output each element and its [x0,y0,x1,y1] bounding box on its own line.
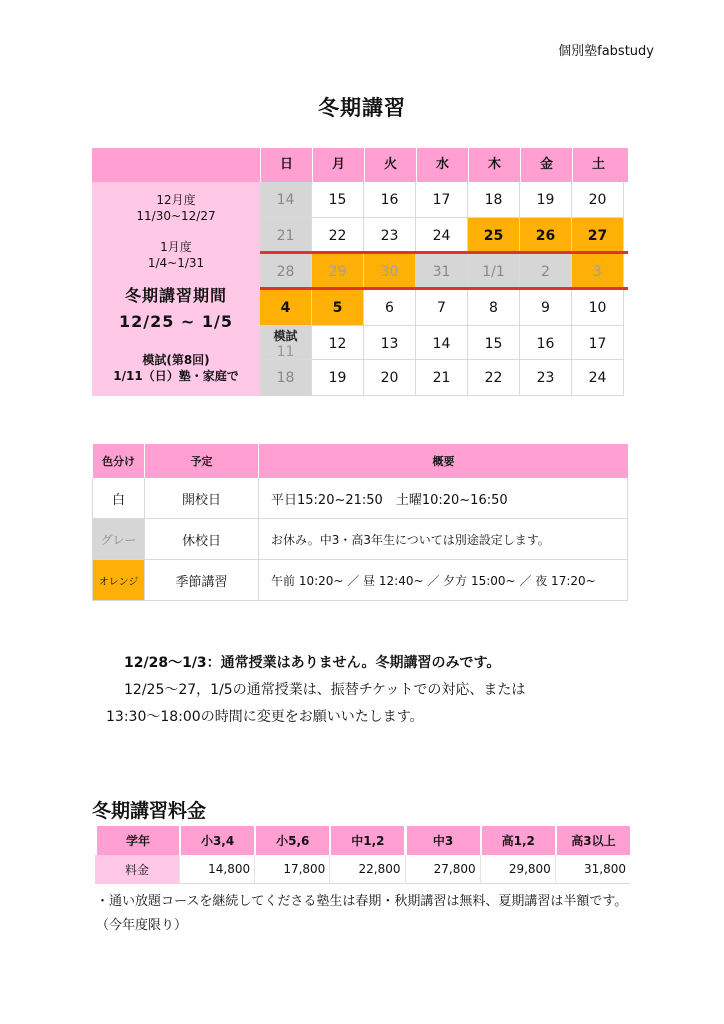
calendar-day: 14 [416,326,468,360]
calendar-day: 9 [520,290,572,326]
december-range: 11/30~12/27 [136,209,216,223]
fee-price: 14,800 [179,855,254,884]
calendar-day: 16 [520,326,572,360]
fee-table [95,826,630,884]
legend-row-gray [92,519,628,560]
weekday-sun: 日 [260,148,312,182]
calendar-day: 6 [364,290,416,326]
calendar-day: 12 [312,326,364,360]
calendar-day: 5 [312,290,364,326]
calendar-day: 2 [520,254,572,290]
calendar-day: 21 [416,360,468,396]
legend-header-plan: 予定 [144,444,258,478]
calendar-day: 20 [364,360,416,396]
note-makeup-line2: 13:30〜18:00の時間に変更をお願いいたします。 [106,709,424,725]
winter-calendar [92,148,628,396]
calendar-day: 15 [312,182,364,218]
calendar-day: 19 [520,182,572,218]
legend-row-orange [92,560,628,601]
legend-summary-open: 平日15:20~21:50 土曜10:20~16:50 [258,478,628,518]
fee-grade-header: 中3 [405,826,480,855]
weekday-fri: 金 [520,148,572,182]
calendar-day: 1/1 [468,254,520,290]
legend-plan-seasonal: 季節講習 [144,560,258,600]
calendar-day: 26 [520,218,572,254]
calendar-day: 29 [312,254,364,290]
fee-grade-header: 高1,2 [480,826,555,855]
calendar-day: 21 [260,218,312,254]
december-label: 12月度 [156,193,196,207]
calendar-day: 20 [572,182,624,218]
calendar-day: 8 [468,290,520,326]
calendar-day: 3 [572,254,624,290]
mock-exam-label: 模試(第8回) [142,353,210,367]
note-makeup-line1: 12/25〜27，1/5の通常授業は、振替チケットでの対応、または [124,682,526,698]
note-no-regular-classes: 12/28〜1/3：通常授業はありません。冬期講習のみです。 [124,655,501,671]
calendar-day: 4 [260,290,312,326]
fee-note: ・通い放題コースを継続してくださる塾生は春期・秋期講習は無料、夏期講習は半額です。（今年度限り） [96,894,628,933]
legend-color-gray: グレー [92,519,144,559]
legend-summary-closed: お休み。中3・高3年生については別途設定します。 [258,519,628,559]
legend-row-white [92,478,628,519]
legend-plan-closed: 休校日 [144,519,258,559]
weekday-header [260,148,628,182]
fee-price: 17,800 [254,855,329,884]
calendar-day: 7 [416,290,468,326]
fee-section-title: 冬期講習料金 [92,800,207,822]
school-name: 個別塾fabstudy [558,44,654,59]
calendar-day: 27 [572,218,624,254]
fee-grade-header: 高3以上 [555,826,630,855]
weekday-wed: 水 [416,148,468,182]
weekday-tue: 火 [364,148,416,182]
mock-exam-marker: 模試 [273,329,298,343]
legend-color-orange: オレンジ [92,560,144,600]
fee-price: 31,800 [555,855,630,884]
mock-exam-detail: 1/11（日）塾・家庭で [113,369,239,383]
calendar-day [260,326,312,360]
legend-header-row [92,444,628,478]
legend-plan-open: 開校日 [144,478,258,518]
calendar-day: 17 [572,326,624,360]
calendar-day: 15 [468,326,520,360]
winter-period-range: 12/25 ~ 1/5 [118,312,234,331]
winter-period-title: 冬期講習期間 [124,286,227,305]
fee-price: 29,800 [480,855,555,884]
calendar-day-number: 11 [276,344,295,360]
calendar-day: 23 [520,360,572,396]
calendar-day: 10 [572,290,624,326]
calendar-info-panel [92,182,260,396]
fee-price: 22,800 [329,855,404,884]
legend-header-color: 色分け [92,444,144,478]
legend-summary-seasonal: 午前 10:20~ ／ 昼 12:40~ ／ 夕方 15:00~ ／ 夜 17:20~ [258,560,628,600]
calendar-day: 24 [416,218,468,254]
fee-grade-header: 小3,4 [179,826,254,855]
weekday-thu: 木 [468,148,520,182]
legend-color-white: 白 [92,478,144,518]
calendar-header-blank [92,148,260,182]
calendar-day: 30 [364,254,416,290]
calendar-day: 19 [312,360,364,396]
holiday-boundary-line [260,287,628,290]
calendar-day: 24 [572,360,624,396]
january-range: 1/4~1/31 [147,256,205,270]
calendar-day: 22 [468,360,520,396]
calendar-day: 13 [364,326,416,360]
calendar-day: 23 [364,218,416,254]
fee-header-grade-label: 学年 [95,826,179,855]
holiday-boundary-line [260,251,628,254]
calendar-day: 28 [260,254,312,290]
calendar-day: 25 [468,218,520,254]
calendar-day: 22 [312,218,364,254]
calendar-day: 16 [364,182,416,218]
calendar-day: 14 [260,182,312,218]
fee-grade-header: 中1,2 [329,826,404,855]
fee-row-label: 料金 [95,855,179,884]
weekday-mon: 月 [312,148,364,182]
fee-grade-header: 小5,6 [254,826,329,855]
january-label: 1月度 [160,240,192,254]
fee-price: 27,800 [405,855,480,884]
legend-header-summary: 概要 [258,444,628,478]
calendar-day: 31 [416,254,468,290]
page-title: 冬期講習 [318,96,406,120]
calendar-day: 18 [468,182,520,218]
weekday-sat: 土 [572,148,624,182]
calendar-day: 18 [260,360,312,396]
calendar-day: 17 [416,182,468,218]
